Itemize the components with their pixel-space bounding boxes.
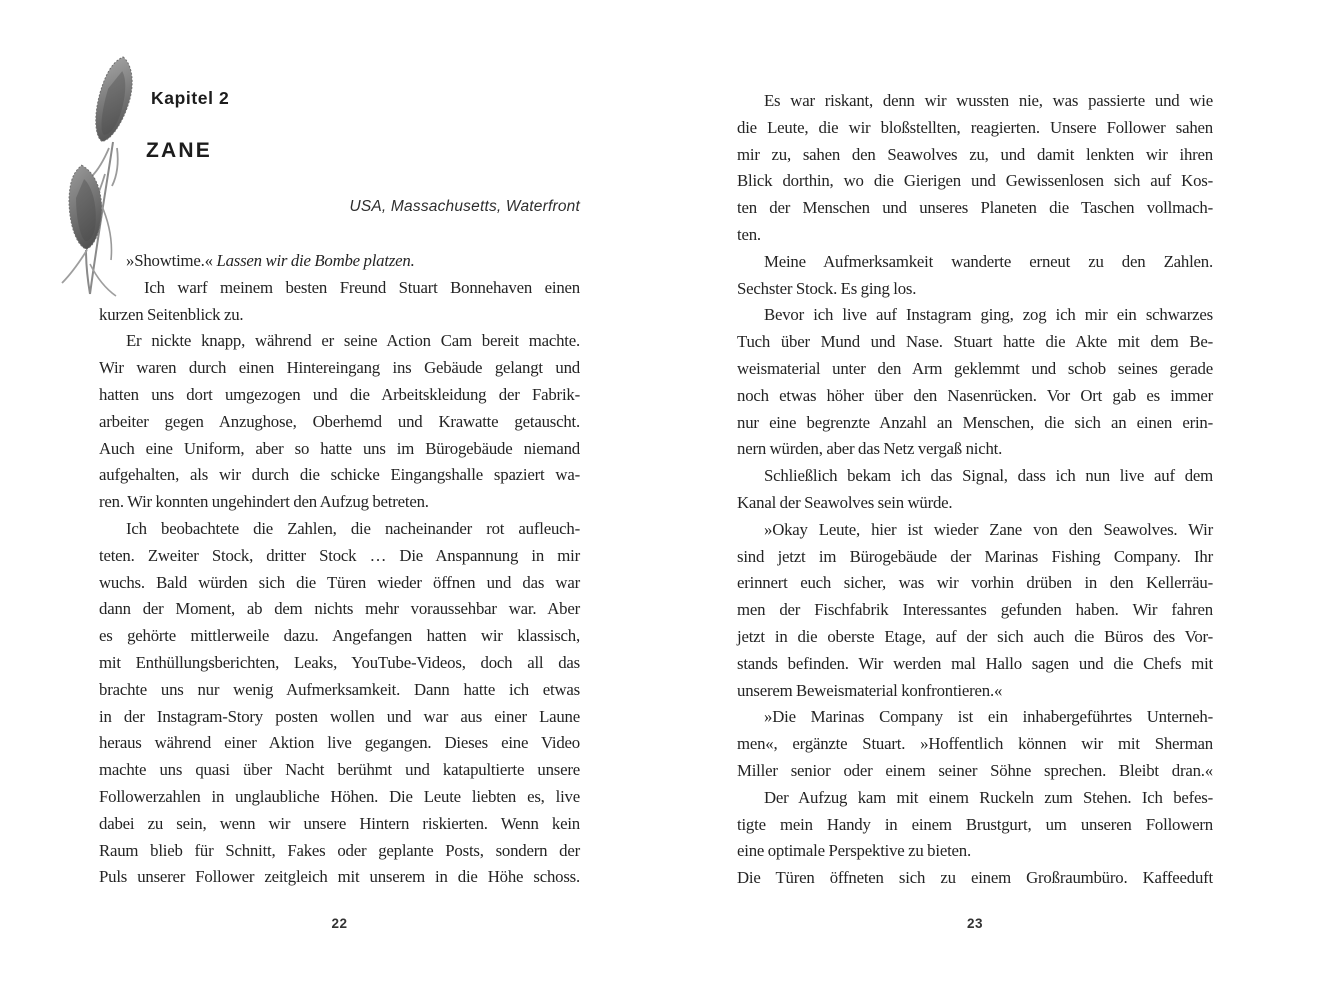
text-line: weismaterial unter den Arm geklemmt und schob seines gerade (737, 358, 1213, 378)
text-line: brachte uns nur wenig Aufmerksamkeit. Dann hatte ich etwas (99, 679, 580, 699)
text-line: hatten uns dort umgezogen und die Arbeitskleidung der Fabrik- (99, 384, 580, 404)
text-segment: »Showtime.« (126, 251, 217, 270)
text-line: ten der Menschen und unseres Planeten die Taschen vollmach- (737, 198, 1213, 218)
text-line: Raum blieb für Schnitt, Fakes oder geplante Posts, sondern der (99, 840, 580, 860)
left-page-number: 22 (331, 916, 348, 931)
text-line: sind jetzt im Bürogebäude der Marinas Fishing Company. Ihr (737, 546, 1213, 566)
plant-stem (86, 250, 90, 294)
text-line: die Leute, die wir bloßstellten, reagierten. Unsere Follower sahen (737, 117, 1213, 137)
text-line: nern würden, aber das Netz vergaß nicht. (737, 439, 1003, 459)
right-page-body (737, 88, 1213, 892)
text-line: mit Enthüllungsberichten, Leaks, YouTube-Videos, doch all das (99, 652, 580, 672)
text-line: kurzen Seitenblick zu. (99, 304, 244, 324)
text-line: stands befinden. Wir werden mal Hallo sagen und die Chefs mit (737, 653, 1213, 673)
text-line: men der Fischfabrik Interessantes gefunden haben. Wir fahren (737, 600, 1213, 620)
text-line: dabei zu sein, wenn wir unsere Hintern riskierten. Wenn kein (99, 813, 580, 833)
plant-leaf-blade (112, 148, 118, 186)
text-line: Meine Aufmerksamkeit wanderte erneut zu den Zahlen. (764, 251, 1213, 271)
text-line: mir zu, sahen den Seawolves zu, und damit lenkten wir ihren (737, 144, 1213, 164)
text-line: Blick dorthin, wo die Gierigen und Gewissenlosen sich auf Kos- (737, 171, 1213, 191)
text-line: Auch eine Uniform, aber so hatte uns im Bürogebäude niemand (99, 438, 580, 458)
text-line: arbeiter gegen Anzughose, Oberhemd und Krawatte getauscht. (99, 411, 580, 431)
text-line: Puls unserer Follower zeitgleich mit unserem in die Höhe schoss. (99, 867, 580, 887)
text-line: es gehörte mittlerweile dazu. Angefangen hatten wir klassisch, (99, 626, 580, 646)
text-line: Der Aufzug kam mit einem Ruckeln zum Stehen. Ich befes- (764, 787, 1213, 807)
text-line: men«, ergänzte Stuart. »Hoffentlich können wir mit Sherman (737, 734, 1213, 754)
text-line: Miller senior oder einem seiner Söhne sprechen. Bleibt dran.« (737, 760, 1213, 780)
text-line: tigte mein Handy in einem Brustgurt, um unseren Followern (737, 814, 1213, 834)
text-line: »Die Marinas Company ist ein inhabergeführtes Unterneh- (764, 707, 1213, 727)
text-line: machte uns quasi über Nacht berühmt und katapultierte unsere (99, 760, 580, 780)
plant-leaf-blade (92, 148, 109, 176)
text-line: Sechster Stock. Es ging los. (737, 278, 917, 298)
chapter-label: Kapitel 2 (151, 88, 230, 108)
text-line: Followerzahlen in unglaubliche Höhen. Die Leute liebten es, live (99, 786, 580, 806)
text-line: aufgehalten, als wir durch die schicke Eingangshalle spaziert wa- (99, 465, 580, 485)
text-line: eine optimale Perspektive zu bieten. (737, 841, 971, 861)
text-line: Die Türen öffneten sich zu einem Großraumbüro. Kaffeeduft (737, 868, 1213, 888)
text-line (99, 248, 580, 275)
text-line: Wir waren durch einen Hintereingang ins Gebäude gelangt und (99, 358, 580, 378)
text-line: ten. (737, 224, 761, 244)
chapter-title: ZANE (146, 139, 212, 162)
text-line: Tuch über Mund und Nase. Stuart hatte die Akte mit dem Be- (737, 332, 1213, 352)
text-line: nur eine begrenzte Anzahl an Menschen, die sich an einen erin- (737, 412, 1213, 432)
text-line: wuchs. Bald würden sich die Türen wieder öffnen und das war (99, 572, 580, 592)
text-line: Ich beobachtete die Zahlen, die nacheinander rot aufleuch- (126, 518, 580, 538)
text-line: heraus während einer Aktion live gegangen. Dieses eine Video (99, 733, 580, 753)
scene-location: USA, Massachusetts, Waterfront (349, 198, 580, 215)
plant-seed-head (90, 54, 138, 145)
text-line: Bevor ich live auf Instagram ging, zog ich mir ein schwarzes (764, 305, 1213, 325)
text-line: noch etwas höher über den Nasenrücken. Vor Ort gab es immer (737, 385, 1213, 405)
text-line: unserem Beweismaterial konfrontieren.« (737, 680, 1003, 700)
text-line: teten. Zweiter Stock, dritter Stock … Die Anspannung in mir (99, 545, 580, 565)
text-line: jetzt in die oberste Etage, auf der sich auch die Büros des Vor- (737, 626, 1213, 646)
text-line: erinnert euch sicher, was wir vorhin drüben in den Kellerräu- (737, 573, 1213, 593)
text-line: »Okay Leute, hier ist wieder Zane von den Seawolves. Wir (764, 519, 1213, 539)
text-line: Er nickte knapp, während er seine Action Cam bereit machte. (126, 331, 580, 351)
text-line: Es war riskant, denn wir wussten nie, was passierte und wie (764, 91, 1213, 110)
left-page-body (99, 248, 580, 891)
text-line: ren. Wir konnten ungehindert den Aufzug betreten. (99, 492, 429, 512)
right-page-number: 23 (966, 916, 984, 931)
text-line: Kanal der Seawolves sein würde. (737, 492, 953, 512)
italic-text-segment: Lassen wir die Bombe platzen. (216, 251, 415, 270)
text-line: Schließlich bekam ich das Signal, dass ich nun live auf dem (764, 466, 1213, 486)
text-line: dann der Moment, ab dem nichts mehr voraussehbar war. Aber (99, 599, 580, 619)
plant-leaf-blade (62, 250, 87, 283)
text-line: Ich warf meinem besten Freund Stuart Bonnehaven einen (144, 277, 580, 297)
text-line: in der Instagram-Story posten wollen und war aus einer Laune (99, 706, 580, 726)
